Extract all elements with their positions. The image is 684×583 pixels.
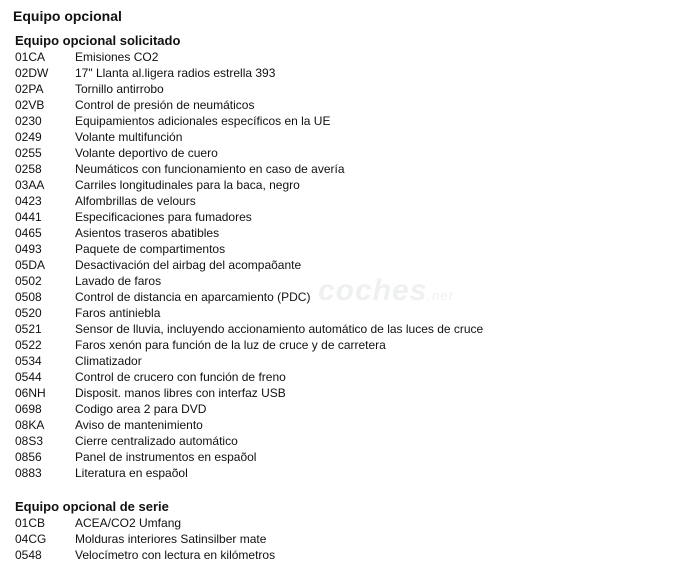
option-row (15, 225, 675, 241)
option-code: 0465 (15, 226, 42, 240)
option-description: Paquete de compartimentos (75, 242, 226, 256)
option-code: 0698 (15, 402, 42, 416)
option-description: Panel de instrumentos en espaõol (75, 450, 257, 464)
option-row (15, 49, 675, 65)
option-code: 02PA (15, 82, 44, 96)
option-row (15, 177, 675, 193)
option-row (15, 515, 675, 531)
option-description: Especificaciones para fumadores (75, 210, 252, 224)
option-row (15, 289, 675, 305)
option-code: 0230 (15, 114, 42, 128)
option-row (15, 385, 675, 401)
requested-options-section (15, 33, 675, 481)
option-row (15, 145, 675, 161)
option-code: 0441 (15, 210, 42, 224)
requested-options-title: Equipo opcional solicitado (15, 33, 181, 48)
option-description: Control de distancia en aparcamiento (PDC) (75, 290, 311, 304)
standard-options-section (15, 499, 675, 563)
option-description: Emisiones CO2 (75, 50, 159, 64)
page-title: Equipo opcional (13, 8, 122, 24)
option-description: Volante deportivo de cuero (75, 146, 218, 160)
option-description: Faros antiniebla (75, 306, 161, 320)
option-row (15, 305, 675, 321)
option-description: Tornillo antirrobo (75, 82, 164, 96)
option-description: Asientos traseros abatibles (75, 226, 220, 240)
option-row (15, 113, 675, 129)
option-description: Cierre centralizado automático (75, 434, 238, 448)
option-code: 0522 (15, 338, 42, 352)
standard-options-title: Equipo opcional de serie (15, 499, 169, 514)
option-code: 0856 (15, 450, 42, 464)
option-row (15, 161, 675, 177)
option-description: Control de presión de neumáticos (75, 98, 255, 112)
option-code: 0534 (15, 354, 42, 368)
option-code: 02DW (15, 66, 49, 80)
option-row (15, 337, 675, 353)
option-description: Velocímetro con lectura en kilómetros (75, 548, 276, 562)
option-description: Carriles longitudinales para la baca, negro (75, 178, 300, 192)
option-code: 0423 (15, 194, 42, 208)
option-code: 04CG (15, 532, 47, 546)
option-description: Disposit. manos libres con interfaz USB (75, 386, 286, 400)
option-row (15, 241, 675, 257)
option-row (15, 257, 675, 273)
option-description: Sensor de lluvia, incluyendo accionamiento automático de las luces de cruce (75, 322, 484, 336)
option-description: Neumáticos con funcionamiento en caso de avería (75, 162, 345, 176)
option-code: 0883 (15, 466, 42, 480)
option-description: Lavado de faros (75, 274, 162, 288)
option-code: 0258 (15, 162, 42, 176)
requested-options-list (15, 49, 675, 481)
option-code: 01CB (15, 516, 46, 530)
option-code: 0502 (15, 274, 42, 288)
option-code: 0521 (15, 322, 42, 336)
option-code: 0255 (15, 146, 42, 160)
option-description: Codigo area 2 para DVD (75, 402, 207, 416)
option-row (15, 273, 675, 289)
option-row (15, 129, 675, 145)
option-code: 0493 (15, 242, 42, 256)
option-description: Desactivación del airbag del acompaõante (75, 258, 302, 272)
option-description: 17" Llanta al.ligera radios estrella 393 (75, 66, 276, 80)
option-row (15, 369, 675, 385)
option-description: Literatura en espaõol (75, 466, 188, 480)
option-description: ACEA/CO2 Umfang (75, 516, 182, 530)
option-row (15, 547, 675, 563)
option-description: Faros xenón para función de la luz de cruce y de carretera (75, 338, 386, 352)
watermark-suffix: .net (427, 288, 454, 303)
option-code: 03AA (15, 178, 45, 192)
option-description: Control de crucero con función de freno (75, 370, 286, 384)
option-code: 02VB (15, 98, 45, 112)
option-code: 0249 (15, 130, 42, 144)
option-code: 05DA (15, 258, 46, 272)
option-row (15, 433, 675, 449)
option-row (15, 321, 675, 337)
standard-options-list (15, 515, 675, 563)
option-code: 0548 (15, 548, 42, 562)
option-code: 0520 (15, 306, 42, 320)
option-code: 0544 (15, 370, 42, 384)
option-code: 01CA (15, 50, 46, 64)
option-code: 0508 (15, 290, 42, 304)
option-description: Molduras interiores Satinsilber mate (75, 532, 267, 546)
option-row (15, 209, 675, 225)
option-row (15, 97, 675, 113)
option-code: 06NH (15, 386, 46, 400)
option-code: 08S3 (15, 434, 44, 448)
option-row (15, 531, 675, 547)
option-row (15, 81, 675, 97)
option-description: Volante multifunción (75, 130, 183, 144)
option-description: Aviso de mantenimiento (75, 418, 203, 432)
option-row (15, 401, 675, 417)
option-description: Equipamientos adicionales específicos en la UE (75, 114, 331, 128)
option-row (15, 417, 675, 433)
option-row (15, 465, 675, 481)
option-code: 08KA (15, 418, 45, 432)
watermark-text: coches (318, 274, 428, 307)
option-row (15, 449, 675, 465)
option-description: Alfombrillas de velours (75, 194, 196, 208)
option-row (15, 193, 675, 209)
option-description: Climatizador (75, 354, 142, 368)
option-row (15, 353, 675, 369)
option-row (15, 65, 675, 81)
